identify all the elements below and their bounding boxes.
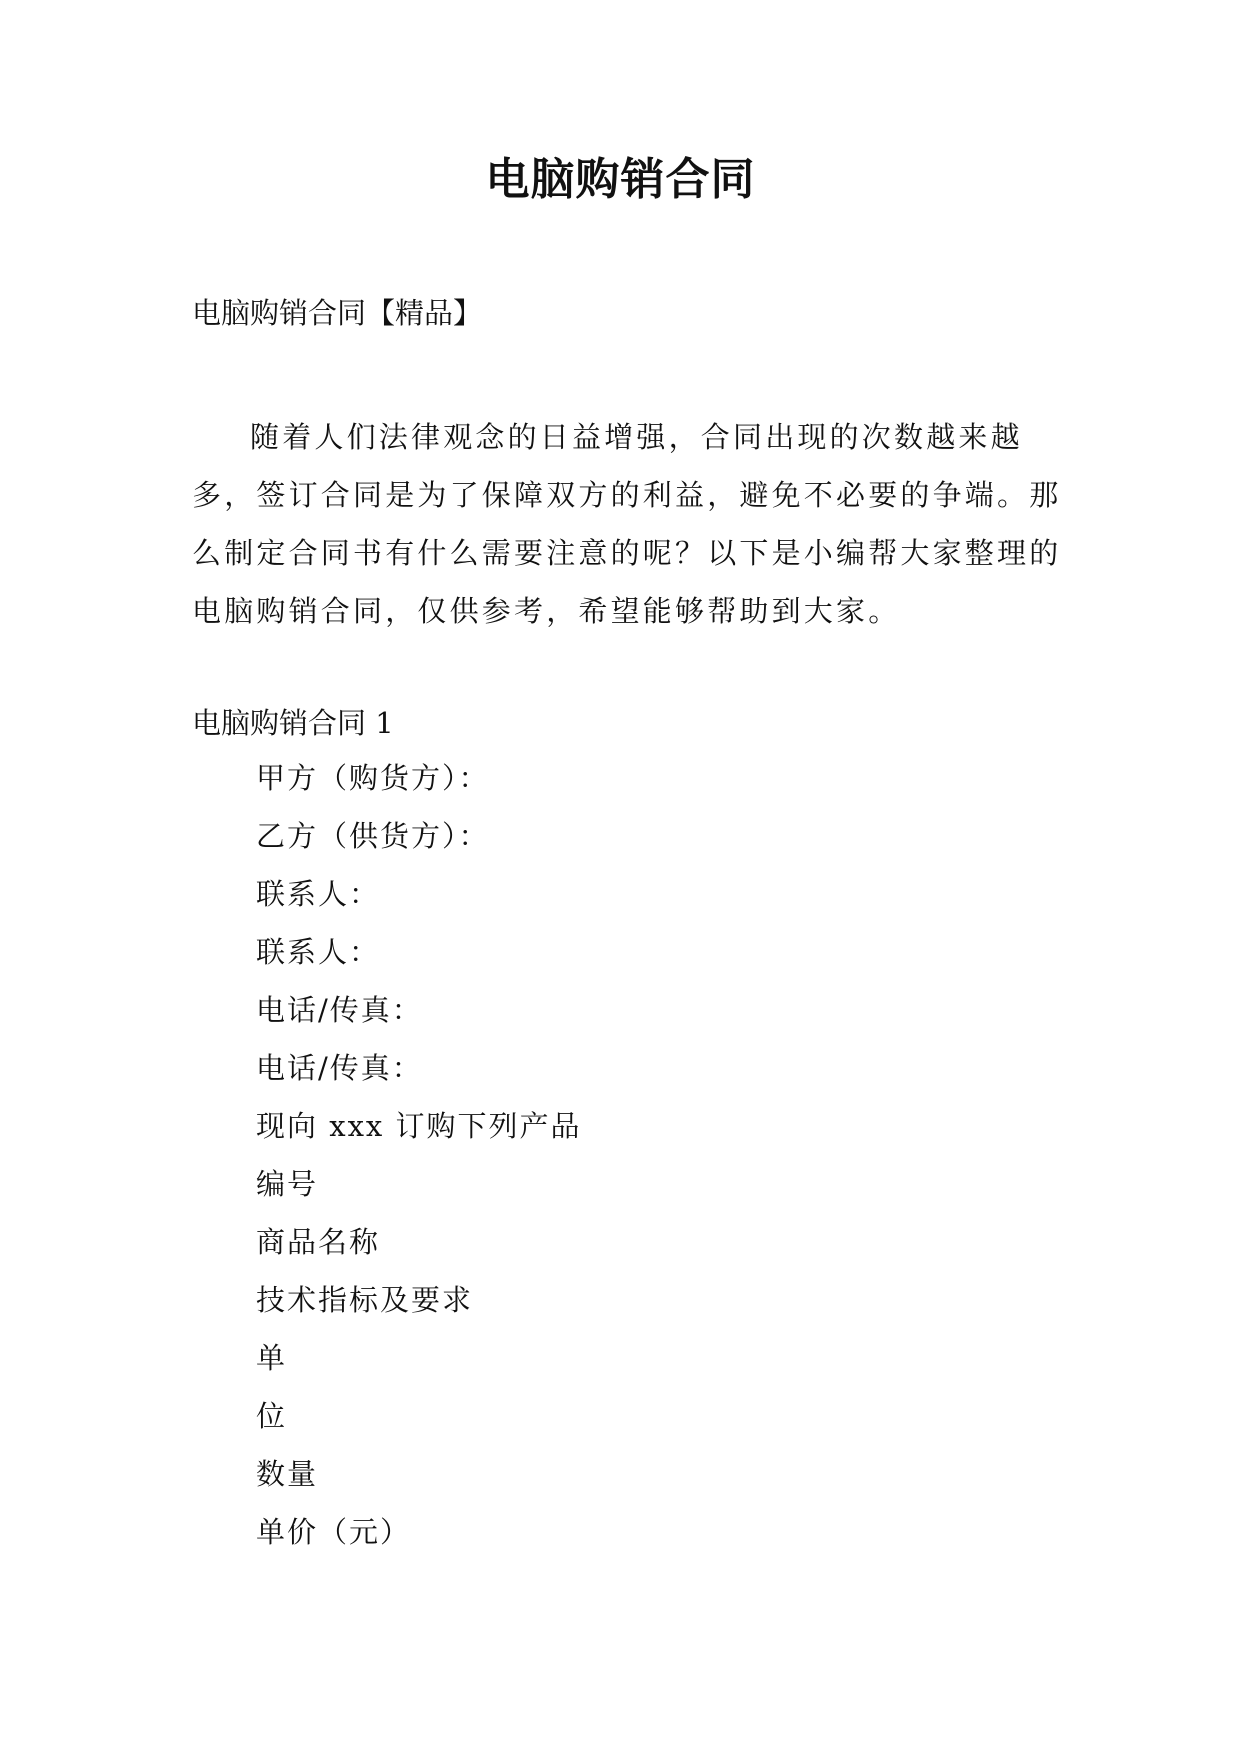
field-contact-a: 联系人： — [256, 877, 381, 911]
field-contact-b: 联系人： — [256, 935, 381, 969]
field-unit-part-1: 单 — [256, 1341, 288, 1375]
document-subtitle: 电脑购销合同【精品】 — [192, 296, 483, 330]
field-party-a: 甲方（购货方）： — [256, 761, 490, 795]
field-product-name: 商品名称 — [256, 1225, 381, 1259]
field-unit-price: 单价（元） — [256, 1515, 412, 1549]
field-unit-part-2: 位 — [256, 1399, 288, 1433]
field-party-b: 乙方（供货方）： — [256, 819, 490, 853]
field-specifications: 技术指标及要求 — [256, 1283, 474, 1317]
field-quantity: 数量 — [256, 1457, 319, 1491]
field-number: 编号 — [256, 1167, 319, 1201]
contract-field-list — [256, 758, 582, 1570]
field-phone-fax-b: 电话/传真： — [256, 1051, 423, 1085]
document-title: 电脑购销合同 — [485, 154, 756, 205]
section-heading: 电脑购销合同 1 — [192, 706, 394, 740]
intro-paragraph: 随着人们法律观念的日益增强，合同出现的次数越来越多，签订合同是为了保障双方的利益，避免不必要的争端。那么制定合同书有什么需要注意的呢？以下是小编帮大家整理的电脑购销合同，仅供参考，希望能够帮助到大家。 — [192, 420, 1062, 628]
field-order-statement: 现向 xxx 订购下列产品 — [256, 1109, 582, 1143]
field-phone-fax-a: 电话/传真： — [256, 993, 423, 1027]
